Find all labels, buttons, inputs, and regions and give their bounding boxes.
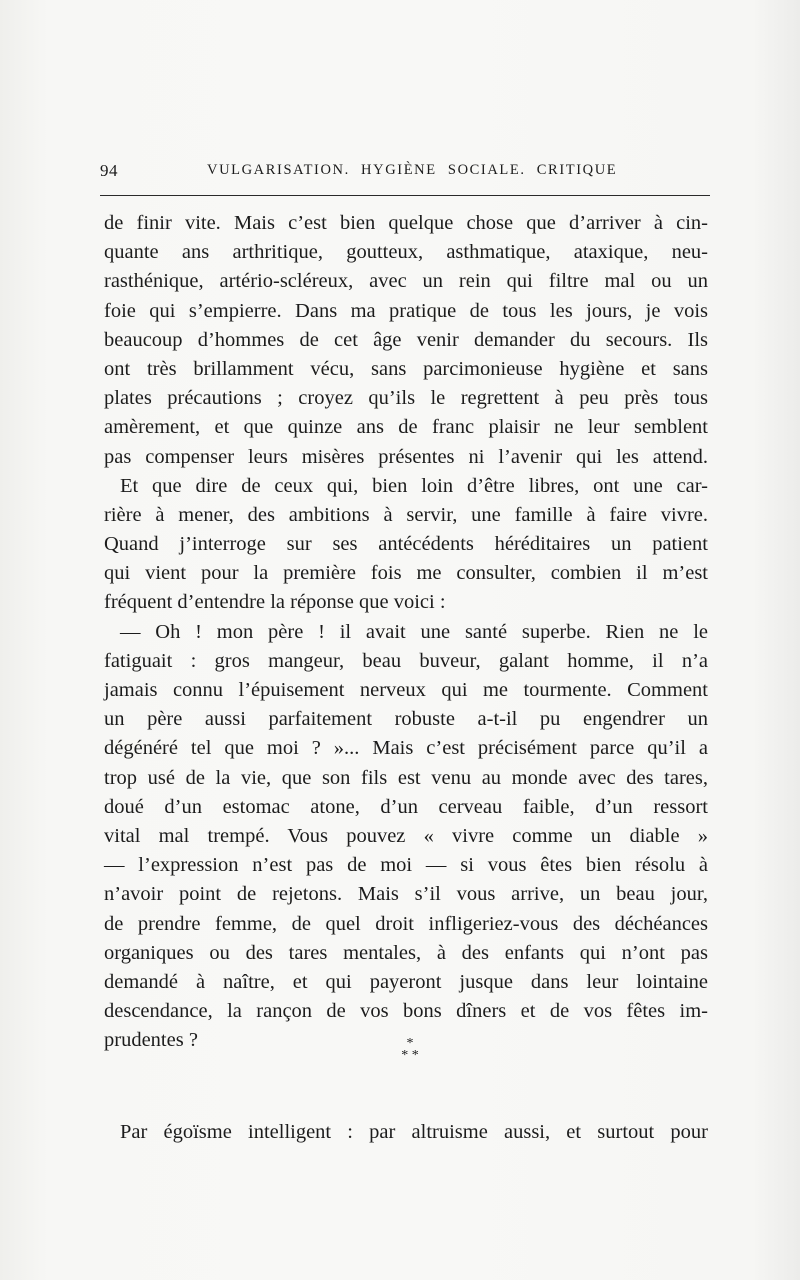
page-number: 94 bbox=[100, 161, 118, 180]
text-line: un père aussi parfaitement robuste a-t-il pu engendrer un bbox=[104, 708, 708, 731]
text-line: n’avoir point de rejetons. Mais s’il vous arrive, un beau jour, bbox=[104, 883, 708, 906]
text-line: Quand j’interroge sur ses antécédents héréditaires un patient bbox=[104, 533, 708, 556]
text-line: — l’expression n’est pas de moi — si vous êtes bien résolu à bbox=[104, 854, 708, 877]
text-line: qui vient pour la première fois me consulter, combien il m’est bbox=[104, 562, 708, 585]
text-line: plates précautions ; croyez qu’ils le regrettent à peu près tous bbox=[104, 387, 708, 410]
text-line: Par égoïsme intelligent : par altruisme aussi, et surtout pour bbox=[120, 1121, 708, 1143]
text-line: doué d’un estomac atone, d’un cerveau faible, d’un ressort bbox=[104, 795, 708, 818]
text-line: trop usé de la vie, que son fils est venu au monde avec des tares, bbox=[104, 766, 708, 789]
paragraph-2 bbox=[104, 472, 708, 618]
paragraph-4 bbox=[104, 1118, 708, 1147]
text-line: prudentes ? bbox=[104, 1029, 198, 1052]
paragraph-1 bbox=[104, 209, 708, 472]
text-line: organiques ou des tares mentales, à des enfants qui n’ont pas bbox=[104, 941, 708, 964]
text-line: de finir vite. Mais c’est bien quelque chose que d’arriver à cin- bbox=[104, 212, 708, 234]
text-line: rasthénique, artério-scléreux, avec un rein qui filtre mal ou un bbox=[104, 270, 708, 293]
running-head: VULGARISATION. HYGIÈNE SOCIALE. CRITIQUE bbox=[207, 162, 618, 178]
page-header bbox=[100, 161, 710, 185]
text-line: fatiguait : gros mangeur, beau buveur, galant homme, il n’a bbox=[104, 649, 708, 672]
text-line: amèrement, et que quinze ans de franc plaisir ne leur semblent bbox=[104, 416, 708, 439]
text-line: quante ans arthritique, goutteux, asthmatique, ataxique, neu- bbox=[104, 241, 708, 264]
text-line: ont très brillamment vécu, sans parcimonieuse hygiène et sans bbox=[104, 357, 708, 380]
body-text bbox=[104, 209, 708, 1055]
text-line: foie qui s’empierre. Dans ma pratique de tous les jours, je vois bbox=[104, 299, 708, 322]
text-line: beaucoup d’hommes de cet âge venir demander du secours. Ils bbox=[104, 328, 708, 351]
text-line: dégénéré tel que moi ? »... Mais c’est précisément parce qu’il a bbox=[104, 737, 708, 760]
text-line: jamais connu l’épuisement nerveux qui me tourmente. Comment bbox=[104, 679, 708, 701]
text-line: rière à mener, des ambitions à servir, une famille à faire vivre. bbox=[104, 503, 708, 526]
text-line: descendance, la rançon de vos bons dîners et de vos fêtes im- bbox=[104, 1000, 708, 1023]
text-line: fréquent d’entendre la réponse que voici : bbox=[104, 591, 446, 614]
separator-stars-bottom: * * bbox=[401, 1048, 419, 1063]
text-line: vital mal trempé. Vous pouvez « vivre comme un diable » bbox=[104, 824, 708, 847]
text-line: — Oh ! mon père ! il avait une santé superbe. Rien ne le bbox=[120, 620, 708, 643]
text-line: pas compenser leurs misères présentes ni l’avenir qui les attend. bbox=[104, 445, 708, 468]
text-line: de prendre femme, de quel droit infligeriez-vous des déchéances bbox=[104, 912, 708, 935]
text-line: demandé à naître, et qui payeront jusque dans leur lointaine bbox=[104, 970, 708, 993]
separator-star-top: * bbox=[406, 1036, 414, 1051]
section-separator bbox=[390, 1038, 430, 1072]
text-line: Et que dire de ceux qui, bien loin d’être libres, ont une car- bbox=[120, 474, 708, 497]
header-rule bbox=[100, 195, 710, 196]
paragraph-3 bbox=[104, 618, 708, 1056]
